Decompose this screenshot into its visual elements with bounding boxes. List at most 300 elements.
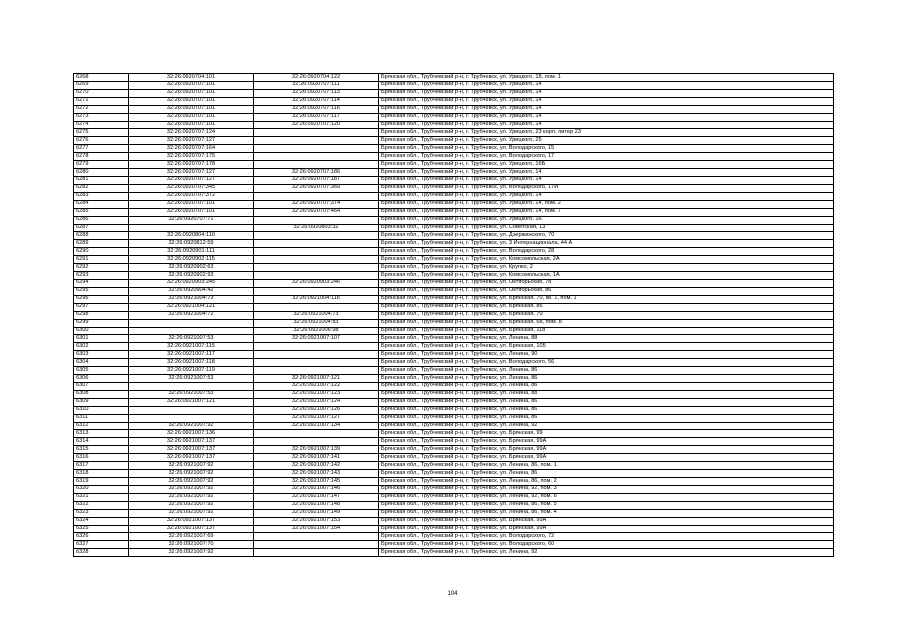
parcel-number-cell: 32:26:0921007:118 bbox=[129, 359, 254, 367]
parcel-number-cell bbox=[129, 319, 254, 327]
table-row bbox=[74, 375, 834, 383]
table-row bbox=[74, 398, 834, 406]
parcel-number-cell: 32:26:0920812:59 bbox=[129, 240, 254, 248]
parcel-number-cell: 32:26:0920707:101 bbox=[129, 105, 254, 113]
table-row bbox=[74, 493, 834, 501]
table-row bbox=[74, 414, 834, 422]
object-number-cell: 32:26:0920803:32 bbox=[254, 224, 379, 232]
row-number-cell: 6314 bbox=[74, 438, 129, 446]
table-row bbox=[74, 153, 834, 161]
page-number: 104 bbox=[447, 591, 458, 597]
table-row bbox=[74, 533, 834, 541]
table-row bbox=[74, 509, 834, 517]
object-number-cell bbox=[254, 192, 379, 200]
row-number-cell: 6278 bbox=[74, 153, 129, 161]
table-row bbox=[74, 145, 834, 153]
row-number-cell: 6284 bbox=[74, 200, 129, 208]
object-number-cell bbox=[254, 287, 379, 295]
address-cell: Брянская обл., Трубчевский р-н, г. Трубчевск, ул. Ленина, 92, пом. 3 bbox=[379, 485, 834, 493]
row-number-cell: 6318 bbox=[74, 470, 129, 478]
object-number-cell bbox=[254, 549, 379, 557]
address-cell: Брянская обл., Трубчевский р-н, г. Трубчевск, ул. Брянская, 70, кв. 1, пом. 1 bbox=[379, 295, 834, 303]
table-row bbox=[74, 478, 834, 486]
table-row bbox=[74, 224, 834, 232]
object-number-cell: 32:26:0920707:187 bbox=[254, 176, 379, 184]
row-number-cell: 6288 bbox=[74, 232, 129, 240]
table-row bbox=[74, 256, 834, 264]
address-cell: Брянская обл., Трубчевский р-н, г. Трубчевск, ул. Крупко, 2 bbox=[379, 264, 834, 272]
row-number-cell: 6323 bbox=[74, 509, 129, 517]
row-number-cell: 6273 bbox=[74, 113, 129, 121]
object-number-cell: 32:26:0921007:146 bbox=[254, 485, 379, 493]
parcel-number-cell: 32:26:0920903:245 bbox=[129, 279, 254, 287]
object-number-cell: 32:26:0920707:114 bbox=[254, 97, 379, 105]
parcel-number-cell: 32:26:0921007:117 bbox=[129, 351, 254, 359]
table-row bbox=[74, 335, 834, 343]
address-cell: Брянская обл., Трубчевский р-н, г. Трубчевск, ул. Ленина, 86, пом. 5 bbox=[379, 501, 834, 509]
table-row bbox=[74, 501, 834, 509]
row-number-cell: 6295 bbox=[74, 287, 129, 295]
row-number-cell: 6309 bbox=[74, 398, 129, 406]
parcel-number-cell: 32:26:0921007:92 bbox=[129, 478, 254, 486]
registry-table bbox=[73, 73, 834, 557]
object-number-cell: 32:26:0920707:117 bbox=[254, 113, 379, 121]
parcel-number-cell: 32:26:0921004:72 bbox=[129, 311, 254, 319]
row-number-cell: 6311 bbox=[74, 414, 129, 422]
table-row bbox=[74, 97, 834, 105]
table-row bbox=[74, 240, 834, 248]
object-number-cell: 32:26:0921007:122 bbox=[254, 382, 379, 390]
table-row bbox=[74, 89, 834, 97]
row-number-cell: 6275 bbox=[74, 129, 129, 137]
address-cell: Брянская обл., Трубчевский р-н, г. Трубчевск, ул. Урицкого, 14 bbox=[379, 81, 834, 89]
table-row bbox=[74, 470, 834, 478]
row-number-cell: 6310 bbox=[74, 406, 129, 414]
row-number-cell: 6272 bbox=[74, 105, 129, 113]
parcel-number-cell: 32:26:0920707:101 bbox=[129, 89, 254, 97]
parcel-number-cell: 32:26:0920707:101 bbox=[129, 200, 254, 208]
table-row bbox=[74, 406, 834, 414]
row-number-cell: 6287 bbox=[74, 224, 129, 232]
parcel-number-cell: 32:26:0921007:137 bbox=[129, 446, 254, 454]
row-number-cell: 6327 bbox=[74, 541, 129, 549]
address-cell: Брянская обл., Трубчевский р-н, г. Трубчевск, ул. Ленина, 86 bbox=[379, 398, 834, 406]
address-cell: Брянская обл., Трубчевский р-н, г. Трубчевск, ул. Володарского, 60 bbox=[379, 541, 834, 549]
address-cell: Брянская обл., Трубчевский р-н, г. Трубчевск, ул. Ленина, 86 bbox=[379, 470, 834, 478]
parcel-number-cell: 32:26:0920902:63 bbox=[129, 264, 254, 272]
row-number-cell: 6277 bbox=[74, 145, 129, 153]
object-number-cell bbox=[254, 145, 379, 153]
parcel-number-cell: 32:26:0920704:101 bbox=[129, 74, 254, 82]
parcel-number-cell bbox=[129, 382, 254, 390]
row-number-cell: 6280 bbox=[74, 169, 129, 177]
parcel-number-cell: 32:26:0920707:71 bbox=[129, 216, 254, 224]
row-number-cell: 6308 bbox=[74, 390, 129, 398]
address-cell: Брянская обл., Трубчевский р-н, г. Трубчевск, ул. Брянская, 99А bbox=[379, 446, 834, 454]
object-number-cell: 32:26:0920707:464 bbox=[254, 208, 379, 216]
address-cell: Брянская обл., Трубчевский р-н, г. Трубчевск, ул. Ленина, 92, пом. 6 bbox=[379, 493, 834, 501]
object-number-cell bbox=[254, 216, 379, 224]
table-row bbox=[74, 343, 834, 351]
row-number-cell: 6316 bbox=[74, 454, 129, 462]
table-row bbox=[74, 137, 834, 145]
parcel-number-cell: 32:26:0920707:101 bbox=[129, 121, 254, 129]
object-number-cell: 32:26:0920704:122 bbox=[254, 74, 379, 82]
table-row bbox=[74, 105, 834, 113]
address-cell: Брянская обл., Трубчевский р-н, г. Трубчевск, ул. Комсомольская, 1А bbox=[379, 272, 834, 280]
row-number-cell: 6315 bbox=[74, 446, 129, 454]
row-number-cell: 6282 bbox=[74, 184, 129, 192]
row-number-cell: 6289 bbox=[74, 240, 129, 248]
object-number-cell: 32:26:0920707:116 bbox=[254, 105, 379, 113]
object-number-cell bbox=[254, 161, 379, 169]
table-row bbox=[74, 121, 834, 129]
object-number-cell: 32:26:0921006:98 bbox=[254, 327, 379, 335]
parcel-number-cell: 32:26:0921004:121 bbox=[129, 303, 254, 311]
address-cell: Брянская обл., Трубчевский р-н, г. Трубчевск, ул. Володарского, 28 bbox=[379, 248, 834, 256]
row-number-cell: 6283 bbox=[74, 192, 129, 200]
address-cell: Брянская обл., Трубчевский р-н, г. Трубчевск, ул. Урицкого, 14, пом. 2 bbox=[379, 200, 834, 208]
row-number-cell: 6296 bbox=[74, 295, 129, 303]
row-number-cell: 6317 bbox=[74, 462, 129, 470]
address-cell: Брянская обл., Трубчевский р-н, г. Трубчевск, ул. Ленина, 86, пом. 2 bbox=[379, 478, 834, 486]
object-number-cell: 32:26:0921007:124 bbox=[254, 398, 379, 406]
object-number-cell: 32:26:0920707:113 bbox=[254, 89, 379, 97]
object-number-cell bbox=[254, 430, 379, 438]
object-number-cell bbox=[254, 264, 379, 272]
address-cell: Брянская обл., Трубчевский р-н, г. Трубчевск, ул. Брянская, 118 bbox=[379, 327, 834, 335]
object-number-cell: 32:26:0921007:141 bbox=[254, 454, 379, 462]
parcel-number-cell: 32:26:0920707:178 bbox=[129, 161, 254, 169]
table-row bbox=[74, 279, 834, 287]
object-number-cell: 32:26:0921007:154 bbox=[254, 525, 379, 533]
address-cell: Брянская обл., Трубчевский р-н, г. Трубчевск, ул. Ленина, 88 bbox=[379, 335, 834, 343]
object-number-cell: 32:26:0921007:134 bbox=[254, 422, 379, 430]
row-number-cell: 6298 bbox=[74, 311, 129, 319]
table-row bbox=[74, 303, 834, 311]
address-cell: Брянская обл., Трубчевский р-н, г. Трубчевск, ул. Володарского, 72 bbox=[379, 533, 834, 541]
address-cell: Брянская обл., Трубчевский р-н, г. Трубчевск, ул. Урицкого, 14 bbox=[379, 176, 834, 184]
object-number-cell bbox=[254, 438, 379, 446]
table-row bbox=[74, 430, 834, 438]
address-cell: Брянская обл., Трубчевский р-н, г. Трубчевск, ул. Урицкого, 14 bbox=[379, 89, 834, 97]
row-number-cell: 6301 bbox=[74, 335, 129, 343]
parcel-number-cell: 32:26:0921007:121 bbox=[129, 398, 254, 406]
object-number-cell: 32:26:0920903:246 bbox=[254, 279, 379, 287]
address-cell: Брянская обл., Трубчевский р-н, г. Трубчевск, ул. Брянская, 70 bbox=[379, 311, 834, 319]
parcel-number-cell: 32:26:0920707:175 bbox=[129, 153, 254, 161]
table-row bbox=[74, 359, 834, 367]
object-number-cell: 32:26:0921007:139 bbox=[254, 446, 379, 454]
parcel-number-cell bbox=[129, 327, 254, 335]
object-number-cell: 32:26:0921007:149 bbox=[254, 509, 379, 517]
parcel-number-cell: 32:26:0921007:92 bbox=[129, 470, 254, 478]
object-number-cell bbox=[254, 256, 379, 264]
parcel-number-cell: 32:26:0920707:127 bbox=[129, 169, 254, 177]
parcel-number-cell: 32:26:0921007:137 bbox=[129, 438, 254, 446]
address-cell: Брянская обл., Трубчевский р-н, г. Трубчевск, ул. Брянская, 105 bbox=[379, 343, 834, 351]
address-cell: Брянская обл., Трубчевский р-н, г. Трубчевск, ул. Урицкого, 16 bbox=[379, 216, 834, 224]
table-row bbox=[74, 208, 834, 216]
parcel-number-cell: 32:26:0920904:42 bbox=[129, 287, 254, 295]
object-number-cell: 32:26:0920707:369 bbox=[254, 184, 379, 192]
row-number-cell: 6290 bbox=[74, 248, 129, 256]
object-number-cell bbox=[254, 240, 379, 248]
parcel-number-cell: 32:26:0921007:136 bbox=[129, 430, 254, 438]
row-number-cell: 6269 bbox=[74, 81, 129, 89]
address-cell: Брянская обл., Трубчевский р-н, г. Трубчевск, ул. Брянская, 99 bbox=[379, 430, 834, 438]
object-number-cell bbox=[254, 541, 379, 549]
address-cell: Брянская обл., Трубчевский р-н, г. Трубчевск, ул. Ленина, 90 bbox=[379, 351, 834, 359]
address-cell: Брянская обл., Трубчевский р-н, г. Трубчевск, ул. Ленина, 86 bbox=[379, 375, 834, 383]
object-number-cell bbox=[254, 343, 379, 351]
table-row bbox=[74, 549, 834, 557]
parcel-number-cell: 32:26:0921007:69 bbox=[129, 533, 254, 541]
table-row bbox=[74, 525, 834, 533]
table-row bbox=[74, 295, 834, 303]
address-cell: Брянская обл., Трубчевский р-н, г. Трубчевск, ул. Брянская, 99А bbox=[379, 438, 834, 446]
address-cell: Брянская обл., Трубчевский р-н, г. Трубчевск, ул. Урицкого, 14 bbox=[379, 113, 834, 121]
object-number-cell: 32:26:0921004:73 bbox=[254, 311, 379, 319]
parcel-number-cell: 32:26:0921007:53 bbox=[129, 390, 254, 398]
row-number-cell: 6319 bbox=[74, 478, 129, 486]
parcel-number-cell: 32:26:0920707:101 bbox=[129, 113, 254, 121]
address-cell: Брянская обл., Трубчевский р-н, г. Трубчевск, ул. Урицкого, 14 bbox=[379, 121, 834, 129]
address-cell: Брянская обл., Трубчевский р-н, г. Трубчевск, ул. Комсомольская, 2А bbox=[379, 256, 834, 264]
address-cell: Брянская обл., Трубчевский р-н, г. Трубчевск, ул. Брянская, 99А bbox=[379, 517, 834, 525]
parcel-number-cell: 32:26:0920707:345 bbox=[129, 184, 254, 192]
parcel-number-cell bbox=[129, 224, 254, 232]
address-cell: Брянская обл., Трубчевский р-н, г. Трубчевск, ул. Брянская, 86 bbox=[379, 303, 834, 311]
row-number-cell: 6291 bbox=[74, 256, 129, 264]
address-cell: Брянская обл., Трубчевский р-н, г. Трубчевск, ул. Урицкого, 14 bbox=[379, 192, 834, 200]
address-cell: Брянская обл., Трубчевский р-н, г. Трубчевск, ул. Володарского, 17И bbox=[379, 184, 834, 192]
object-number-cell bbox=[254, 533, 379, 541]
row-number-cell: 6299 bbox=[74, 319, 129, 327]
object-number-cell bbox=[254, 367, 379, 375]
object-number-cell: 32:26:0920707:120 bbox=[254, 121, 379, 129]
address-cell: Брянская обл., Трубчевский р-н, г. Трубчевск, ул. Ленина, 88 bbox=[379, 390, 834, 398]
table-row bbox=[74, 367, 834, 375]
parcel-number-cell: 32:26:0921007:115 bbox=[129, 343, 254, 351]
address-cell: Брянская обл., Трубчевский р-н, г. Трубчевск, ул. Урицкого, 18, пом. 1 bbox=[379, 74, 834, 82]
object-number-cell bbox=[254, 303, 379, 311]
table-row bbox=[74, 200, 834, 208]
object-number-cell: 32:26:0920707:111 bbox=[254, 81, 379, 89]
object-number-cell: 32:26:0921007:127 bbox=[254, 414, 379, 422]
row-number-cell: 6306 bbox=[74, 375, 129, 383]
address-cell: Брянская обл., Трубчевский р-н, г. Трубчевск, ул. Ленина, 86, пом. 4 bbox=[379, 509, 834, 517]
table-row bbox=[74, 351, 834, 359]
table-row bbox=[74, 327, 834, 335]
parcel-number-cell: 32:26:0921007:53 bbox=[129, 375, 254, 383]
parcel-number-cell: 32:26:0921007:92 bbox=[129, 462, 254, 470]
parcel-number-cell: 32:26:0920707:372 bbox=[129, 192, 254, 200]
row-number-cell: 6274 bbox=[74, 121, 129, 129]
address-cell: Брянская обл., Трубчевский р-н, г. Трубчевск, ул. Ленина, 86, пом. 1 bbox=[379, 462, 834, 470]
address-cell: Брянская обл., Трубчевский р-н, г. Трубчевск, ул. Володарского, 56 bbox=[379, 359, 834, 367]
object-number-cell bbox=[254, 137, 379, 145]
row-number-cell: 6325 bbox=[74, 525, 129, 533]
parcel-number-cell: 32:26:0921007:92 bbox=[129, 422, 254, 430]
object-number-cell: 32:26:0921007:148 bbox=[254, 501, 379, 509]
parcel-number-cell: 32:26:0920707:127 bbox=[129, 137, 254, 145]
parcel-number-cell: 32:26:0920707:101 bbox=[129, 97, 254, 105]
object-number-cell: 32:26:0921004:116 bbox=[254, 295, 379, 303]
address-cell: Брянская обл., Трубчевский р-н, г. Трубчевск, ул. Брянская, 99А bbox=[379, 525, 834, 533]
object-number-cell: 32:26:0921007:142 bbox=[254, 462, 379, 470]
address-cell: Брянская обл., Трубчевский р-н, г. Трубчевск, ул. Ленина, 86 bbox=[379, 382, 834, 390]
row-number-cell: 6313 bbox=[74, 430, 129, 438]
table-row bbox=[74, 446, 834, 454]
table-row bbox=[74, 176, 834, 184]
parcel-number-cell: 32:26:0921007:119 bbox=[129, 367, 254, 375]
address-cell: Брянская обл., Трубчевский р-н, г. Трубчевск, ул. Ленина, 86 bbox=[379, 406, 834, 414]
row-number-cell: 6285 bbox=[74, 208, 129, 216]
object-number-cell: 32:26:0921007:145 bbox=[254, 478, 379, 486]
parcel-number-cell: 32:26:0920707:124 bbox=[129, 129, 254, 137]
object-number-cell: 32:26:0920707:374 bbox=[254, 200, 379, 208]
address-cell: Брянская обл., Трубчевский р-н, г. Трубчевск, ул. Советская, 13 bbox=[379, 224, 834, 232]
row-number-cell: 6328 bbox=[74, 549, 129, 557]
row-number-cell: 6300 bbox=[74, 327, 129, 335]
address-cell: Брянская обл., Трубчевский р-н, г. Трубчевск, ул. Урицкого, 23 корп. литер 23 bbox=[379, 129, 834, 137]
parcel-number-cell: 32:26:0920707:101 bbox=[129, 208, 254, 216]
parcel-number-cell: 32:26:0921007:92 bbox=[129, 549, 254, 557]
table-row bbox=[74, 390, 834, 398]
address-cell: Брянская обл., Трубчевский р-н, г. Трубчевск, ул. Володарского, 15 bbox=[379, 145, 834, 153]
address-cell: Брянская обл., Трубчевский р-н, г. Трубчевск, ул. Ленина, 86 bbox=[379, 414, 834, 422]
table-row bbox=[74, 462, 834, 470]
object-number-cell: 32:26:0921007:126 bbox=[254, 406, 379, 414]
parcel-number-cell: 32:26:0921004:73 bbox=[129, 295, 254, 303]
address-cell: Брянская обл., Трубчевский р-н, г. Трубчевск, ул. Урицкого, 14 bbox=[379, 169, 834, 177]
row-number-cell: 6324 bbox=[74, 517, 129, 525]
parcel-number-cell: 32:26:0921007:92 bbox=[129, 501, 254, 509]
address-cell: Брянская обл., Трубчевский р-н, г. Трубчевск, ул. Октябрьская, 86 bbox=[379, 287, 834, 295]
row-number-cell: 6281 bbox=[74, 176, 129, 184]
table-row bbox=[74, 438, 834, 446]
parcel-number-cell: 32:26:0921007:92 bbox=[129, 493, 254, 501]
object-number-cell: 32:26:0921007:143 bbox=[254, 470, 379, 478]
parcel-number-cell: 32:26:0921007:137 bbox=[129, 454, 254, 462]
object-number-cell: 32:26:0920707:186 bbox=[254, 169, 379, 177]
row-number-cell: 6276 bbox=[74, 137, 129, 145]
table-row bbox=[74, 485, 834, 493]
row-number-cell: 6322 bbox=[74, 501, 129, 509]
table-row bbox=[74, 248, 834, 256]
address-cell: Брянская обл., Трубчевский р-н, г. Трубчевск, ул. Володарского, 17 bbox=[379, 153, 834, 161]
row-number-cell: 6294 bbox=[74, 279, 129, 287]
row-number-cell: 6305 bbox=[74, 367, 129, 375]
table-row bbox=[74, 74, 834, 82]
parcel-number-cell: 32:26:0921007:70 bbox=[129, 541, 254, 549]
object-number-cell: 32:26:0921007:123 bbox=[254, 390, 379, 398]
row-number-cell: 6279 bbox=[74, 161, 129, 169]
object-number-cell bbox=[254, 248, 379, 256]
address-cell: Брянская обл., Трубчевский р-н, г. Трубчевск, ул. Урицкого, 16Б bbox=[379, 161, 834, 169]
address-cell: Брянская обл., Трубчевский р-н, г. Трубчевск, ул. Брянская, 68, пом. 8 bbox=[379, 319, 834, 327]
object-number-cell bbox=[254, 232, 379, 240]
parcel-number-cell: 32:26:0921007:53 bbox=[129, 335, 254, 343]
table-row bbox=[74, 311, 834, 319]
object-number-cell: 32:26:0921007:153 bbox=[254, 517, 379, 525]
address-cell: Брянская обл., Трубчевский р-н, г. Трубчевск, ул. Октябрьская, 78 bbox=[379, 279, 834, 287]
address-cell: Брянская обл., Трубчевский р-н, г. Трубчевск, ул. Брянская, 99А bbox=[379, 454, 834, 462]
table-row bbox=[74, 541, 834, 549]
address-cell: Брянская обл., Трубчевский р-н, г. Трубчевск, ул. 3 Интернационала, 44 А bbox=[379, 240, 834, 248]
row-number-cell: 6292 bbox=[74, 264, 129, 272]
table-row bbox=[74, 287, 834, 295]
parcel-number-cell bbox=[129, 406, 254, 414]
row-number-cell: 6326 bbox=[74, 533, 129, 541]
table-row bbox=[74, 232, 834, 240]
row-number-cell: 6312 bbox=[74, 422, 129, 430]
object-number-cell: 32:26:0921004:83 bbox=[254, 319, 379, 327]
table-row bbox=[74, 192, 834, 200]
parcel-number-cell: 32:26:0920707:127 bbox=[129, 176, 254, 184]
object-number-cell bbox=[254, 129, 379, 137]
parcel-number-cell: 32:26:0920901:111 bbox=[129, 248, 254, 256]
row-number-cell: 6268 bbox=[74, 74, 129, 82]
table-row bbox=[74, 184, 834, 192]
address-cell: Брянская обл., Трубчевский р-н, г. Трубчевск, ул. Ленина, 92 bbox=[379, 422, 834, 430]
table-row bbox=[74, 382, 834, 390]
row-number-cell: 6303 bbox=[74, 351, 129, 359]
row-number-cell: 6297 bbox=[74, 303, 129, 311]
parcel-number-cell: 32:26:0920707:164 bbox=[129, 145, 254, 153]
parcel-number-cell bbox=[129, 414, 254, 422]
object-number-cell bbox=[254, 153, 379, 161]
row-number-cell: 6286 bbox=[74, 216, 129, 224]
row-number-cell: 6302 bbox=[74, 343, 129, 351]
table-row bbox=[74, 272, 834, 280]
address-cell: Брянская обл., Трубчевский р-н, г. Трубчевск, ул. Урицкого, 25 bbox=[379, 137, 834, 145]
object-number-cell bbox=[254, 272, 379, 280]
table-row bbox=[74, 169, 834, 177]
table-row bbox=[74, 129, 834, 137]
table-row bbox=[74, 161, 834, 169]
address-cell: Брянская обл., Трубчевский р-н, г. Трубчевск, ул. Урицкого, 14 bbox=[379, 105, 834, 113]
table-row bbox=[74, 113, 834, 121]
address-cell: Брянская обл., Трубчевский р-н, г. Трубчевск, ул. Дзержинского, 70 bbox=[379, 232, 834, 240]
object-number-cell: 32:26:0921007:147 bbox=[254, 493, 379, 501]
parcel-number-cell: 32:26:0920707:101 bbox=[129, 81, 254, 89]
object-number-cell bbox=[254, 359, 379, 367]
address-cell: Брянская обл., Трубчевский р-н, г. Трубчевск, ул. Ленина, 86 bbox=[379, 367, 834, 375]
object-number-cell: 32:26:0921007:121 bbox=[254, 375, 379, 383]
row-number-cell: 6293 bbox=[74, 272, 129, 280]
table-row bbox=[74, 216, 834, 224]
row-number-cell: 6270 bbox=[74, 89, 129, 97]
table-row bbox=[74, 517, 834, 525]
row-number-cell: 6271 bbox=[74, 97, 129, 105]
row-number-cell: 6321 bbox=[74, 493, 129, 501]
table-row bbox=[74, 319, 834, 327]
row-number-cell: 6304 bbox=[74, 359, 129, 367]
address-cell: Брянская обл., Трубчевский р-н, г. Трубчевск, ул. Урицкого, 14 bbox=[379, 97, 834, 105]
object-number-cell: 32:26:0921007:107 bbox=[254, 335, 379, 343]
parcel-number-cell: 32:26:0920902:93 bbox=[129, 272, 254, 280]
parcel-number-cell: 32:26:0920804:110 bbox=[129, 232, 254, 240]
parcel-number-cell: 32:26:0921007:92 bbox=[129, 485, 254, 493]
address-cell: Брянская обл., Трубчевский р-н, г. Трубчевск, ул. Ленина, 92 bbox=[379, 549, 834, 557]
row-number-cell: 6320 bbox=[74, 485, 129, 493]
row-number-cell: 6307 bbox=[74, 382, 129, 390]
parcel-number-cell: 32:26:0921007:137 bbox=[129, 525, 254, 533]
object-number-cell bbox=[254, 351, 379, 359]
address-cell: Брянская обл., Трубчевский р-н, г. Трубчевск, ул. Урицкого, 14, пом. 7 bbox=[379, 208, 834, 216]
